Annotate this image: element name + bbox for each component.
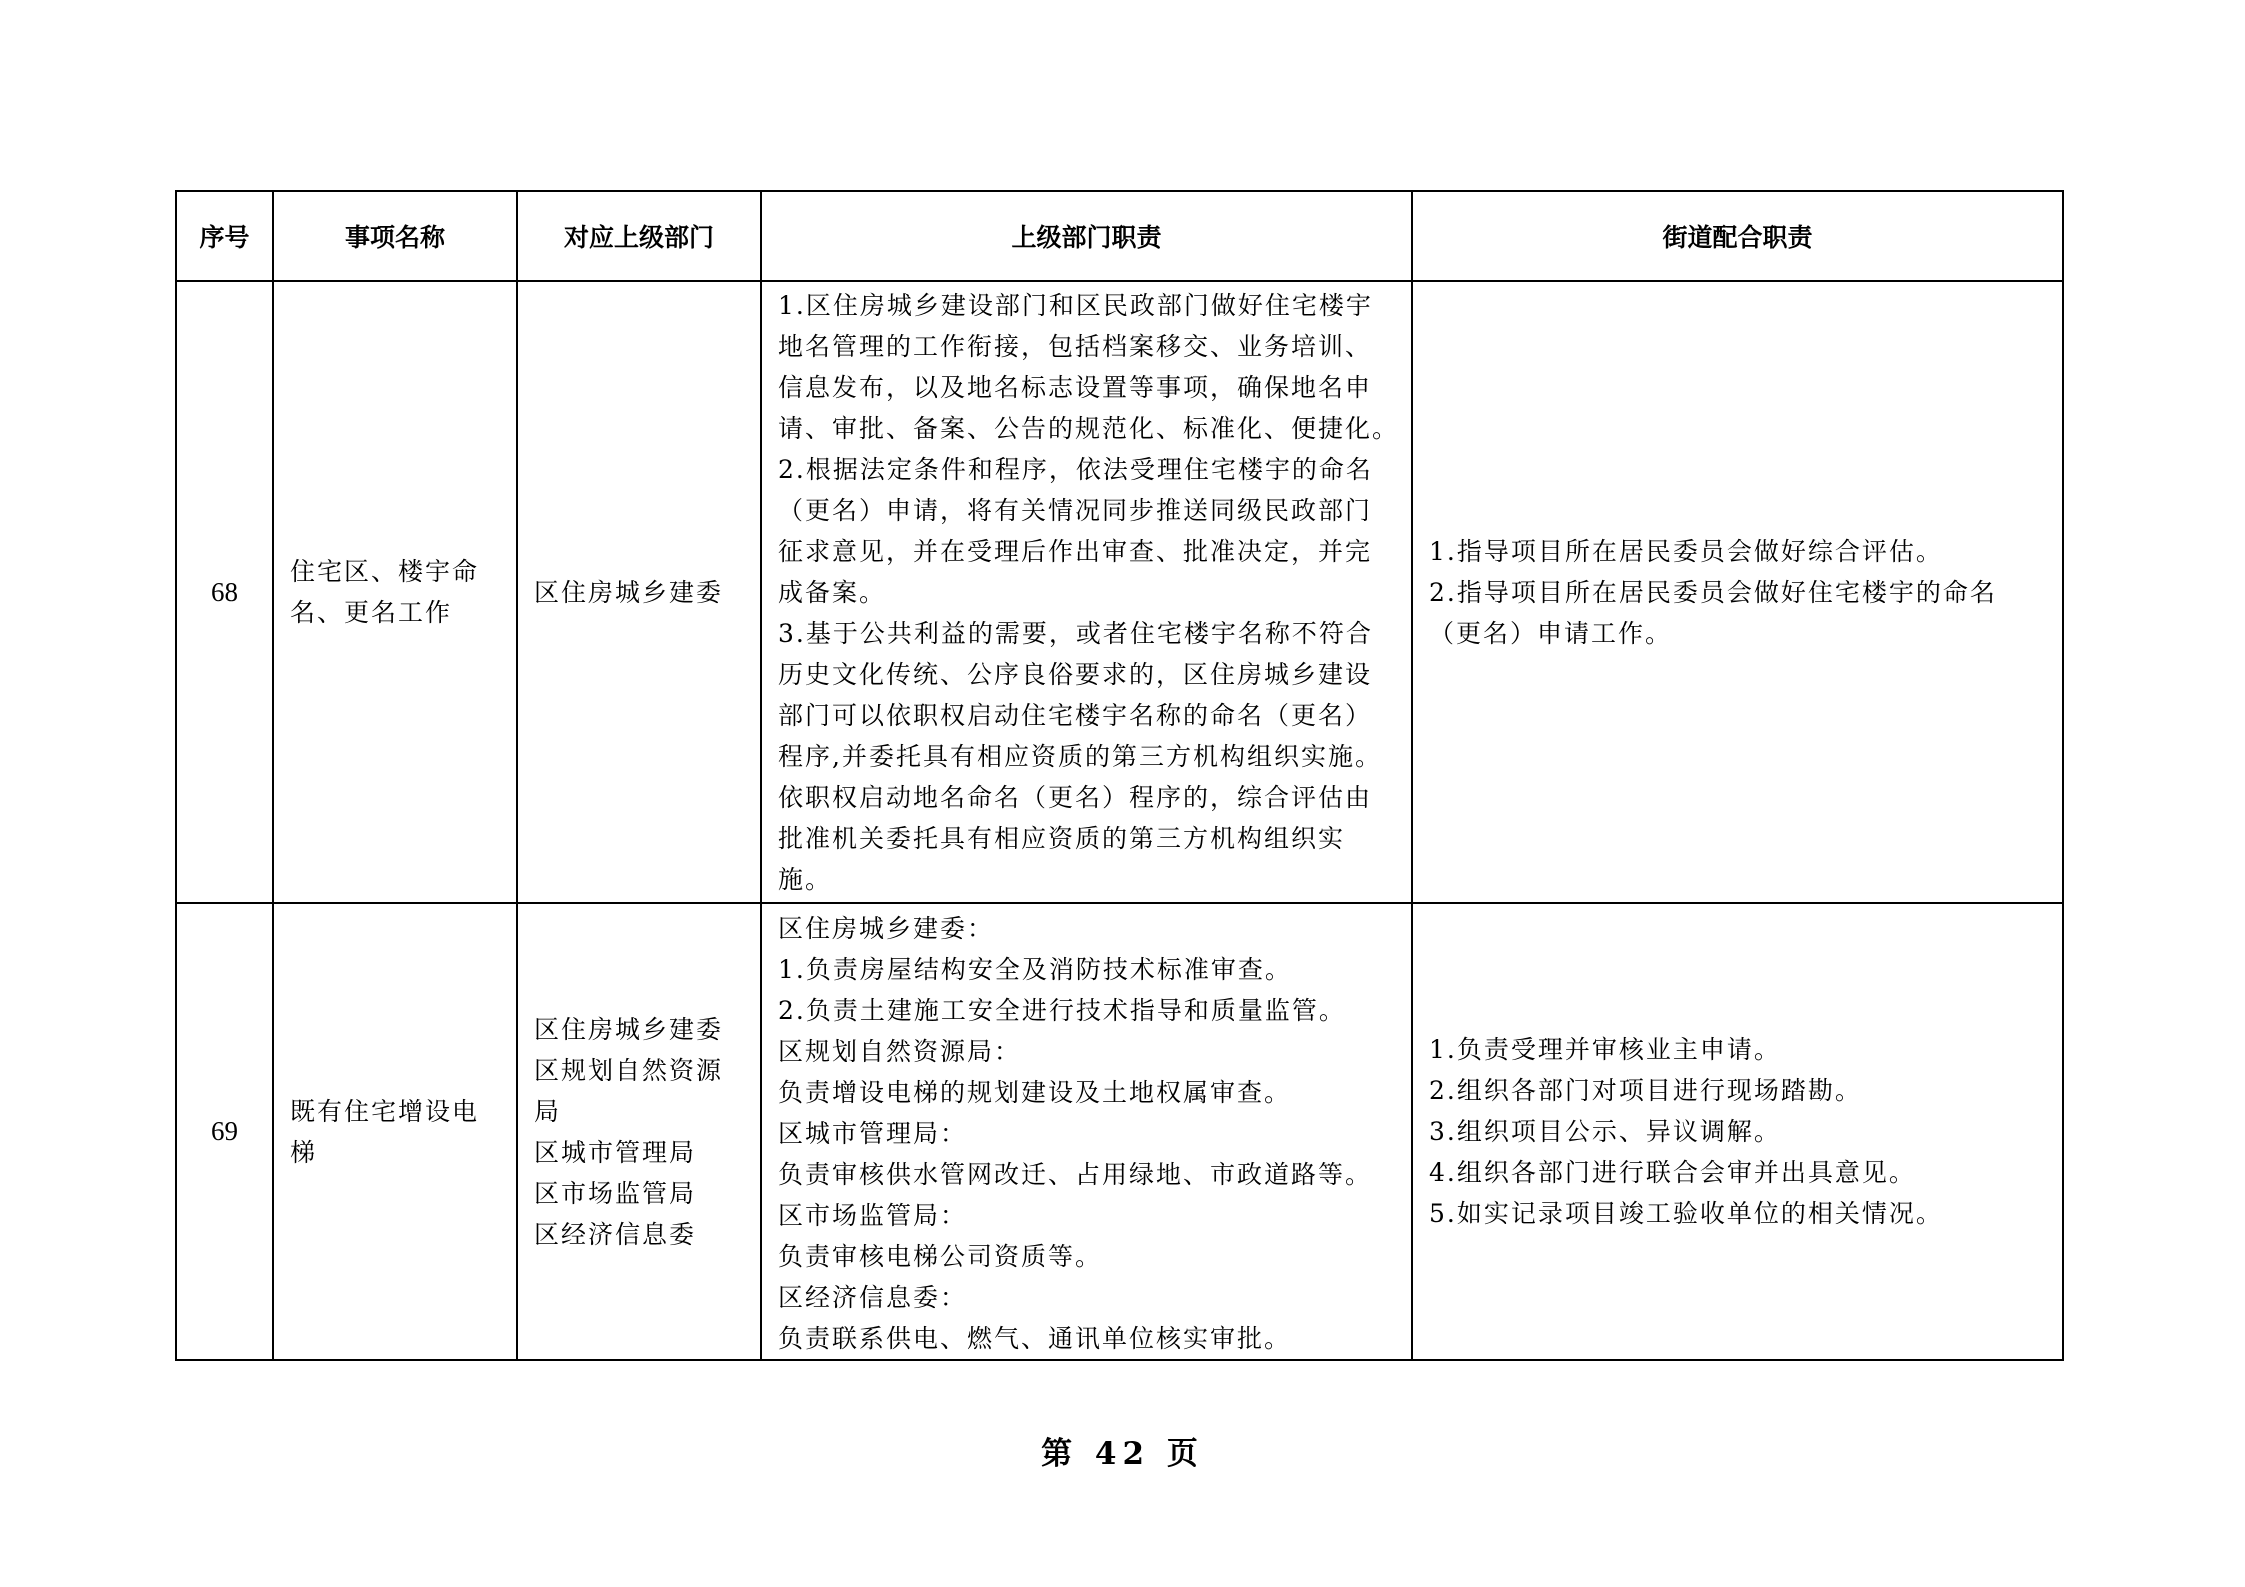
page-number: 第 42 页 <box>1041 1436 1204 1472</box>
item-name-text <box>274 1091 516 1173</box>
text-line: 负责增设电梯的规划建设及土地权属审查。 <box>778 1078 1292 1107</box>
table-header-row <box>176 191 2063 281</box>
duty-table <box>175 190 2064 1361</box>
text-line: 区规划自然资源局： <box>778 1037 1022 1066</box>
text-line: 区住房城乡建委 <box>534 577 724 607</box>
text-line: 3.组织项目公示、异议调解。 <box>1429 1117 1781 1146</box>
row-item-name <box>273 281 517 903</box>
text-line: （更名）申请工作。 <box>1429 618 1673 648</box>
text-line: 负责审核供水管网改迁、占用绿地、市政道路等。 <box>778 1160 1373 1189</box>
text-line: 负责审核电梯公司资质等。 <box>778 1242 1103 1271</box>
text-line: （更名）申请，将有关情况同步推送同级民政部门 <box>778 495 1373 525</box>
text-line: 2.负责土建施工安全进行技术指导和质量监管。 <box>778 996 1346 1025</box>
street-duties-text <box>1413 531 2062 654</box>
text-line: 请、审批、备案、公告的规范化、标准化、便捷化。 <box>778 413 1400 443</box>
text-line: 5.如实记录项目竣工验收单位的相关情况。 <box>1429 1199 1943 1228</box>
header-item-name: 事项名称 <box>273 191 517 281</box>
text-line: 区城市管理局 <box>534 1137 697 1167</box>
text-line: 区市场监管局： <box>778 1201 968 1230</box>
row-department <box>517 903 761 1360</box>
superior-duties-text <box>762 904 1411 1359</box>
text-line: 局 <box>534 1096 562 1126</box>
text-line: 信息发布，以及地名标志设置等事项，确保地名申 <box>778 372 1373 402</box>
text-line: 2.根据法定条件和程序，依法受理住宅楼宇的命名 <box>778 454 1373 484</box>
text-line: 负责联系供电、燃气、通讯单位核实审批。 <box>778 1324 1292 1353</box>
text-line: 区市场监管局 <box>534 1178 697 1208</box>
text-line: 历史文化传统、公序良俗要求的，区住房城乡建设 <box>778 659 1373 689</box>
text-line: 依职权启动地名命名（更名）程序的，综合评估由 <box>778 782 1373 812</box>
text-line: 1.指导项目所在居民委员会做好综合评估。 <box>1429 536 1943 566</box>
text-line: 区住房城乡建委： <box>778 914 995 943</box>
text-line: 4.组织各部门进行联合会审并出具意见。 <box>1429 1158 1916 1187</box>
row-seq: 68 <box>176 281 273 903</box>
text-line: 住宅区、楼宇命 <box>290 557 480 586</box>
text-line: 2.组织各部门对项目进行现场踏勘。 <box>1429 1076 1862 1105</box>
text-line: 区城市管理局： <box>778 1119 968 1148</box>
table-row <box>176 903 2063 1360</box>
text-line: 成备案。 <box>778 577 887 607</box>
row-department <box>517 281 761 903</box>
superior-duties-text <box>762 285 1411 900</box>
text-line: 3.基于公共利益的需要，或者住宅楼宇名称不符合 <box>778 618 1373 648</box>
text-line: 区住房城乡建委 <box>534 1014 724 1044</box>
row-seq: 69 <box>176 903 273 1360</box>
text-line: 程序,并委托具有相应资质的第三方机构组织实施。 <box>778 741 1382 771</box>
row-superior-duties <box>761 903 1412 1360</box>
text-line: 2.指导项目所在居民委员会做好住宅楼宇的命名 <box>1429 577 1997 607</box>
text-line: 1.负责受理并审核业主申请。 <box>1429 1035 1781 1064</box>
department-text <box>518 1009 760 1255</box>
row-street-duties <box>1412 281 2063 903</box>
text-line: 区经济信息委 <box>534 1219 697 1249</box>
text-line: 名、更名工作 <box>290 598 453 627</box>
header-department: 对应上级部门 <box>517 191 761 281</box>
text-line: 征求意见，并在受理后作出审查、批准决定，并完 <box>778 536 1373 566</box>
text-line: 既有住宅增设电 <box>290 1096 480 1126</box>
header-seq: 序号 <box>176 191 273 281</box>
row-superior-duties <box>761 281 1412 903</box>
text-line: 1.区住房城乡建设部门和区民政部门做好住宅楼宇 <box>778 290 1373 320</box>
text-line: 地名管理的工作衔接，包括档案移交、业务培训、 <box>778 331 1373 361</box>
row-item-name <box>273 903 517 1360</box>
text-line: 区规划自然资源 <box>534 1055 724 1085</box>
item-name-text <box>274 551 516 633</box>
text-line: 施。 <box>778 864 833 894</box>
header-street-duties: 街道配合职责 <box>1412 191 2063 281</box>
text-line: 部门可以依职权启动住宅楼宇名称的命名（更名） <box>778 700 1373 730</box>
text-line: 区经济信息委： <box>778 1283 968 1312</box>
department-text <box>518 572 760 613</box>
text-line: 1.负责房屋结构安全及消防技术标准审查。 <box>778 955 1292 984</box>
text-line: 梯 <box>290 1137 318 1167</box>
row-street-duties <box>1412 903 2063 1360</box>
table-row <box>176 281 2063 903</box>
header-superior-duties: 上级部门职责 <box>761 191 1412 281</box>
street-duties-text <box>1413 1029 2062 1234</box>
text-line: 批准机关委托具有相应资质的第三方机构组织实 <box>778 823 1346 853</box>
